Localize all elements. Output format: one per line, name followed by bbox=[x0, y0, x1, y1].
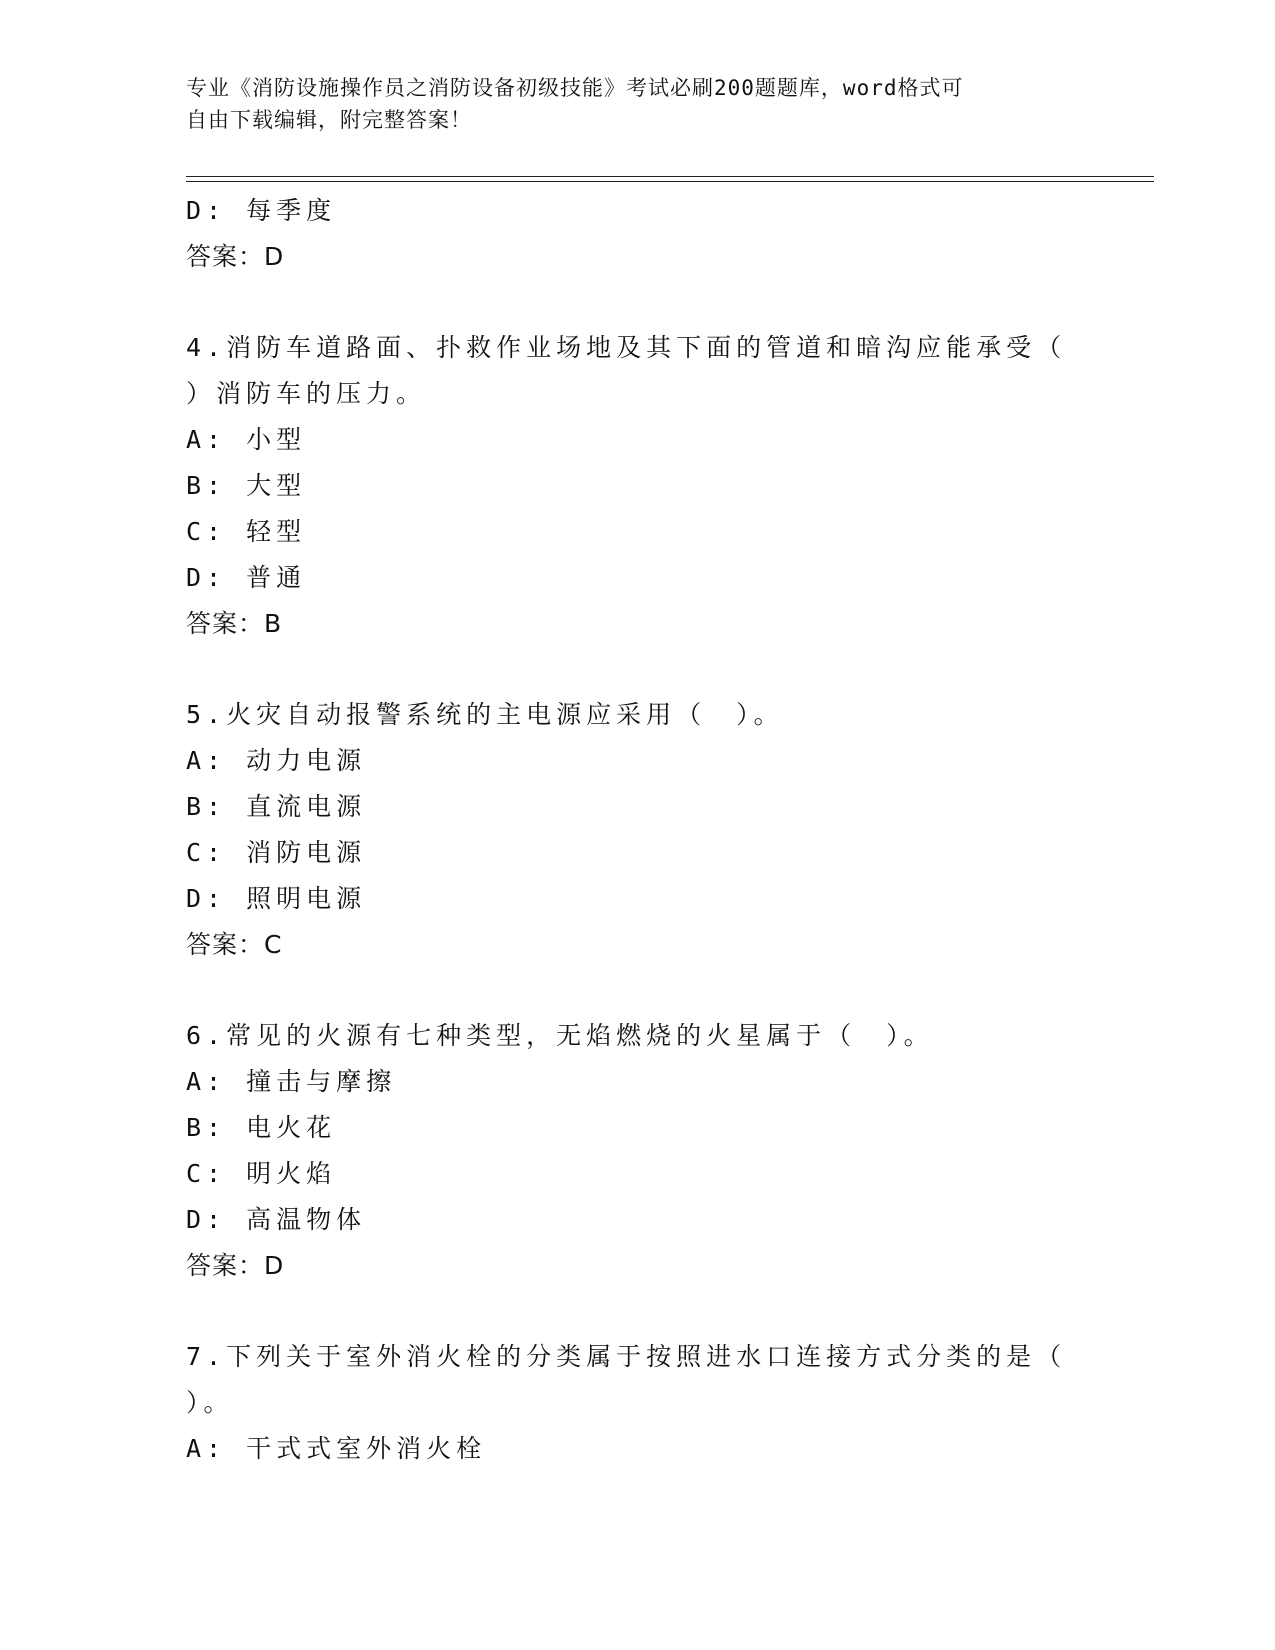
answer-line: 答案：D bbox=[186, 1251, 285, 1280]
question-6 bbox=[186, 1013, 1066, 1289]
question-7 bbox=[186, 1334, 1066, 1472]
header-divider-top bbox=[186, 176, 1154, 177]
option-b: B: 直流电源 bbox=[186, 792, 367, 821]
option-a: A: 干式式室外消火栓 bbox=[186, 1434, 487, 1463]
option-c: C: 明火焰 bbox=[186, 1159, 337, 1188]
document-header bbox=[186, 72, 1086, 136]
option-a: A: 小型 bbox=[186, 425, 307, 454]
header-line-2: 自由下载编辑，附完整答案！ bbox=[186, 108, 472, 132]
answer-line: 答案：C bbox=[186, 930, 283, 959]
answer-line: 答案：B bbox=[186, 609, 283, 638]
question-text-line-2: ）消防车的压力。 bbox=[186, 379, 427, 408]
option-d: D: 照明电源 bbox=[186, 884, 367, 913]
option-d: D: 普通 bbox=[186, 563, 307, 592]
question-text-line-1: 5.火灾自动报警系统的主电源应采用（ ）。 bbox=[186, 700, 784, 729]
option-b: B: 大型 bbox=[186, 471, 307, 500]
option-a: A: 动力电源 bbox=[186, 746, 367, 775]
option-b: B: 电火花 bbox=[186, 1113, 337, 1142]
option-d: D: 每季度 bbox=[186, 196, 337, 225]
header-divider-bottom bbox=[186, 181, 1154, 182]
header-line-1: 专业《消防设施操作员之消防设备初级技能》考试必刷200题题库，word格式可 bbox=[186, 76, 964, 100]
question-text-line-1: 6.常见的火源有七种类型，无焰燃烧的火星属于（ ）。 bbox=[186, 1021, 934, 1050]
question-text-line-2: ）。 bbox=[186, 1388, 234, 1417]
option-c: C: 消防电源 bbox=[186, 838, 367, 867]
question-text-line-1: 7.下列关于室外消火栓的分类属于按照进水口连接方式分类的是（ bbox=[186, 1342, 1067, 1371]
question-4 bbox=[186, 325, 1066, 647]
question-list bbox=[186, 188, 1066, 1472]
option-d: D: 高温物体 bbox=[186, 1205, 367, 1234]
question-5 bbox=[186, 692, 1066, 968]
option-c: C: 轻型 bbox=[186, 517, 307, 546]
option-a: A: 撞击与摩擦 bbox=[186, 1067, 397, 1096]
question-3-tail bbox=[186, 188, 1066, 280]
answer-line: 答案：D bbox=[186, 242, 285, 271]
question-text-line-1: 4.消防车道路面、扑救作业场地及其下面的管道和暗沟应能承受（ bbox=[186, 333, 1067, 362]
